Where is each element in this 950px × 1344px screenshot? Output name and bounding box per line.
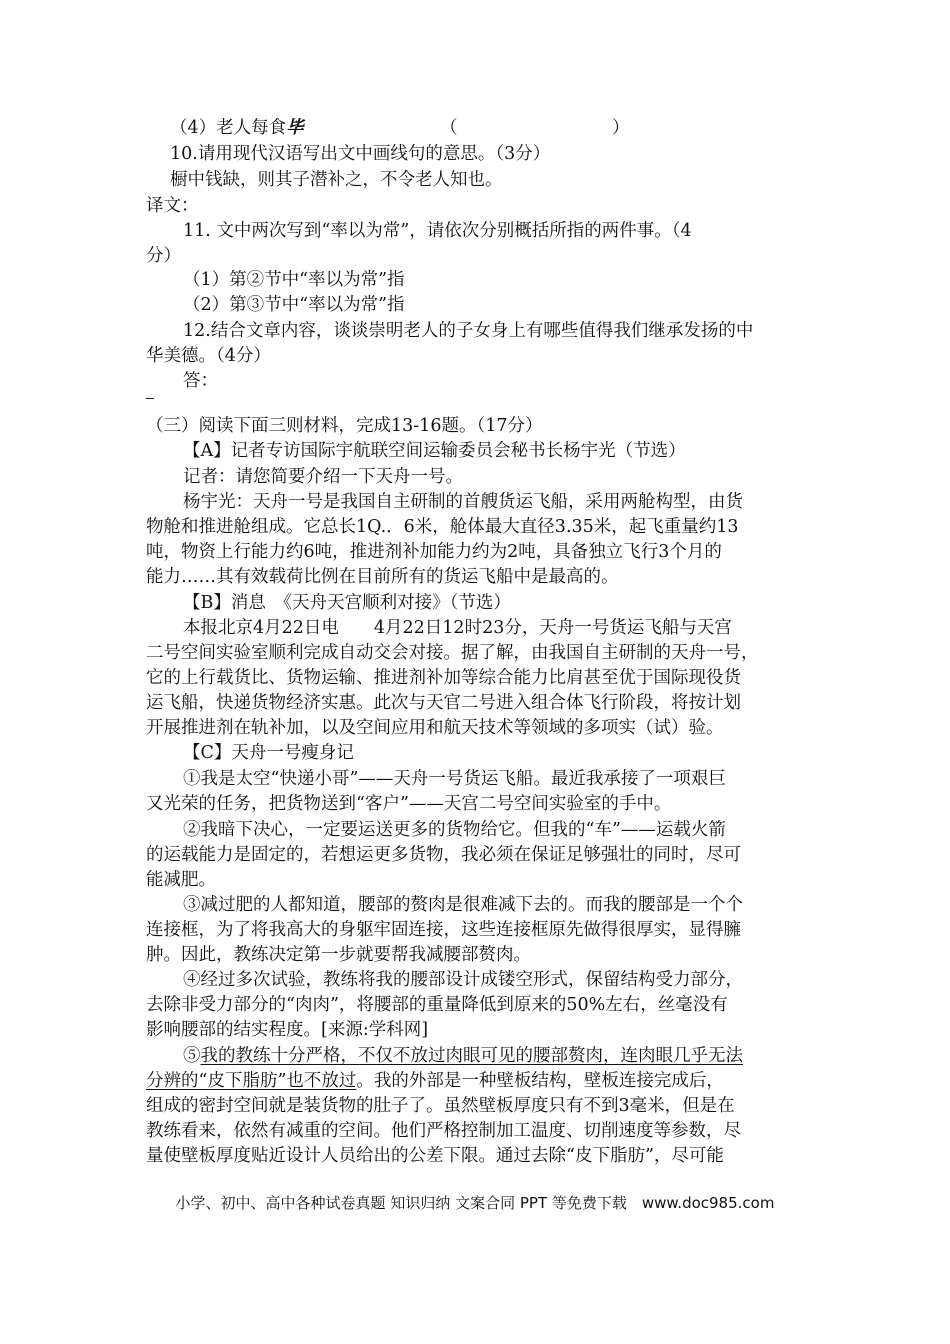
material-a-line: 能力……其有效载荷比例在目前所有的货运飞船中是最高的。: [146, 567, 619, 587]
section3-heading: （三）阅读下面三则材料，完成13-16题。（17分）: [146, 416, 543, 436]
underlined-sentence-part2: 分辨的“皮下脂肪”也不放过: [146, 1071, 357, 1091]
page-footer: 小学、初中、高中各种试卷真题 知识归纳 文案合同 PPT 等免费下载 www.doc985.com: [175, 1194, 775, 1212]
q11-item1: （1）第②节中“率以为常”指: [183, 270, 405, 290]
material-a-title: 【A】记者专访国际宇航联空间运输委员会秘书长杨宇光（节选）: [183, 441, 686, 461]
paragraph5-line5: 量使壁板厚度贴近设计人员给出的公差下限。通过去除“皮下脂肪”，尽可能: [146, 1146, 724, 1166]
material-a-line: 杨宇光：天舟一号是我国自主研制的首艘货运飞船，采用两舱构型，由货: [183, 492, 743, 512]
underlined-sentence-part1: 我的教练十分严格，不仅不放过肉眼可见的腰部赘肉，连肉眼几乎无法: [200, 1046, 743, 1066]
q10-answer-label: 译文：: [146, 196, 199, 216]
material-b-line: 开展推进剂在轨补加，以及空间应用和航天技术等领域的多项实（试）验。: [146, 718, 724, 738]
q11-prompt-line1: 11. 文中两次写到“率以为常”，请依次分别概括所指的两件事。（4: [183, 221, 692, 241]
material-b-line: 本报北京4月22日电 4月22日12时23分，天舟一号货运飞船与天宫: [183, 618, 732, 638]
q10-prompt: 10.请用现代汉语写出文中画线句的意思。（3分）: [170, 144, 551, 164]
paragraph5-line3: 组成的密封空间就是装货物的肚子了。虽然壁板厚度只有不到3毫米，但是在: [146, 1096, 735, 1116]
q9-item4-label: （4）老人每食: [170, 118, 287, 138]
q10-sentence: 橱中钱缺，则其子潜补之，不令老人知也。: [170, 170, 503, 190]
material-a-line: 吨，物资上行能力约6吨，推进剂补加能力约为2吨，具备独立飞行3个月的: [146, 542, 722, 562]
material-c-line: 肿。因此，教练决定第一步就要帮我减腰部赘肉。: [146, 945, 531, 965]
paragraph5-line2: [146, 1069, 806, 1094]
q9-item4-word: 毕: [286, 118, 304, 138]
q9-paren-open: （: [440, 118, 458, 138]
paragraph5-line2-rest: 。我的外部是一种壁板结构，壁板连接完成后，: [356, 1071, 724, 1091]
material-c-line: 影响腰部的结实程度。[来源:学科网]: [146, 1020, 429, 1040]
q12-prompt-line2: 华美德。（4分）: [146, 346, 271, 366]
material-c-line: ③减过肥的人都知道，腰部的赘肉是很难减下去的。而我的腰部是一个个: [183, 895, 743, 915]
material-b-line: 运飞船，快递货物经济实惠。此次与天官二号进入组合体飞行阶段，将按计划: [146, 693, 741, 713]
material-c-line: 的运载能力是固定的，若想运更多货物，我必须在保证足够强壮的同时，尽可: [146, 845, 741, 865]
q11-item2: （2）第③节中“率以为常”指: [183, 295, 405, 315]
paragraph5-line1: [183, 1044, 843, 1069]
material-c-line: ②我暗下决心，一定要运送更多的货物给它。但我的“车”——运载火箭: [183, 820, 726, 840]
material-c-line: ①我是太空“快递小哥”——天舟一号货运飞船。最近我承接了一项艰巨: [183, 769, 726, 789]
material-c-line: 又光荣的任务，把货物送到“客户”——天宫二号空间实验室的手中。: [146, 794, 672, 814]
q9-paren-close: ）: [612, 118, 630, 138]
q12-prompt-line1: 12.结合文章内容，谈谈崇明老人的子女身上有哪些值得我们继承发扬的中: [183, 321, 754, 341]
paragraph5-number: ⑤: [183, 1046, 201, 1066]
material-c-line: ④经过多次试验，教练将我的腰部设计成镂空形式，保留结构受力部分，: [183, 970, 743, 990]
material-a-line: 记者：请您简要介绍一下天舟一号。: [183, 467, 463, 487]
material-c-line: 去除非受力部分的“肉肉”，将腰部的重量降低到原来的50%左右，丝毫没有: [146, 995, 728, 1015]
material-b-title: 【B】消息 《天舟天宫顺利对接》（节选）: [183, 593, 511, 613]
paragraph5-line4: 教练看来，依然有减重的空间。他们严格控制加工温度、切削速度等参数，尽: [146, 1121, 741, 1141]
material-b-line: 它的上行载货比、货物运输、推进剂补加等综合能力比肩甚至优于国际现役货: [146, 668, 741, 688]
q11-prompt-line2: 分）: [146, 246, 181, 266]
material-b-line: 二号空间实验室顺利完成自动交会对接。据了解，由我国自主研制的天舟一号，: [146, 643, 759, 663]
material-c-title: 【C】天舟一号瘦身记: [183, 743, 354, 763]
material-c-line: 连接框，为了将我高大的身躯牢固连接，这些连接框原先做得很厚实，显得臃: [146, 920, 741, 940]
q12-answer-label: 答：: [183, 371, 218, 391]
material-c-line: 能减肥。: [146, 870, 216, 890]
q9-item4: [170, 116, 830, 141]
answer-blank-line: [146, 398, 154, 399]
material-a-line: 物舱和推进舱组成。它总长1Q.．6米，舱体最大直径3.35米，起飞重量约13: [146, 517, 739, 537]
